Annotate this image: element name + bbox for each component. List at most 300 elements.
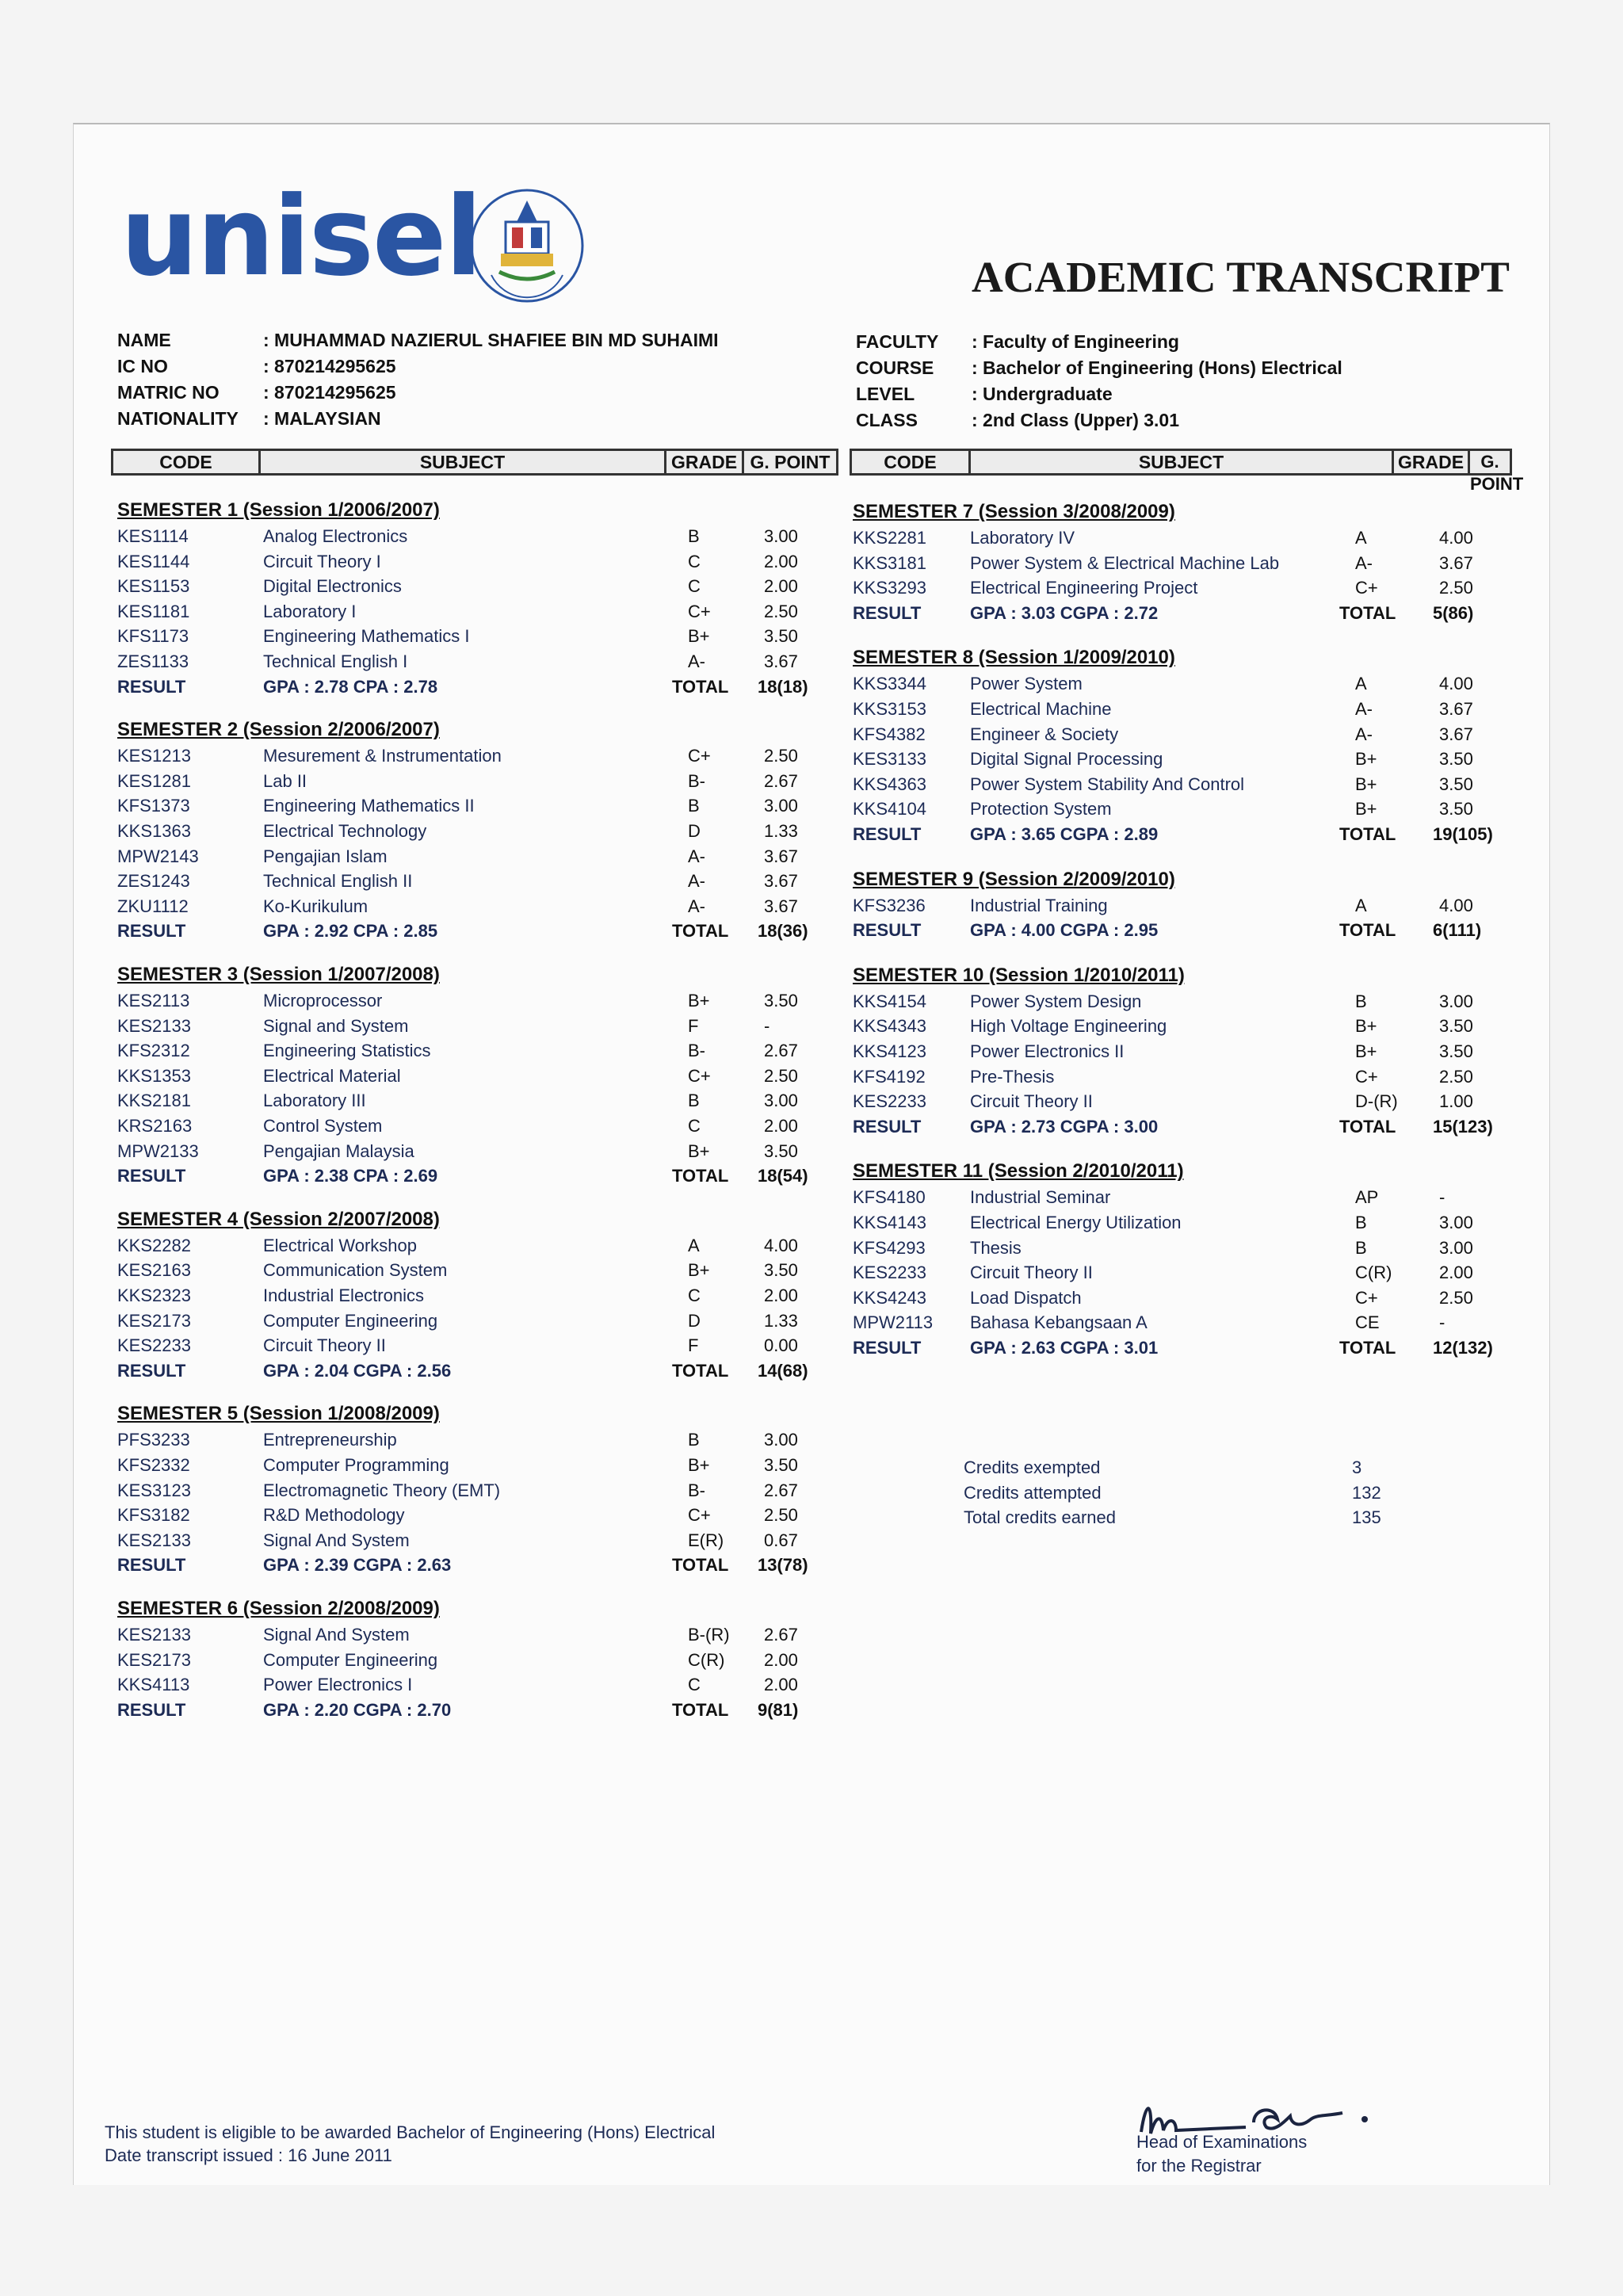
course-code: KKS3293 xyxy=(853,578,926,598)
course-point: 3.00 xyxy=(764,1091,798,1111)
course-code: MPW2143 xyxy=(117,846,199,866)
course-row xyxy=(853,1236,1510,1261)
course-subject: Thesis xyxy=(970,1237,1022,1258)
course-code: KKS4243 xyxy=(853,1287,926,1308)
course-row xyxy=(853,772,1510,797)
course-point: 2.50 xyxy=(1439,1066,1473,1087)
course-grade: B+ xyxy=(688,991,710,1010)
course-code: KKS3181 xyxy=(853,552,926,573)
course-row xyxy=(117,869,815,894)
course-subject: Power System xyxy=(970,674,1083,694)
course-code: KRS2163 xyxy=(117,1115,193,1136)
course-row xyxy=(117,894,815,919)
course-grade: C+ xyxy=(688,601,711,621)
course-point: 3.67 xyxy=(764,896,798,916)
info-row xyxy=(856,331,1179,353)
semester-block xyxy=(117,1595,815,1722)
course-grade: A- xyxy=(1355,698,1373,719)
course-grade: C(R) xyxy=(1355,1263,1392,1283)
course-code: KES1144 xyxy=(117,551,190,571)
result-row xyxy=(117,1358,815,1384)
total-label: TOTAL xyxy=(1339,920,1396,941)
course-row xyxy=(853,525,1510,551)
course-subject: Pengajian Malaysia xyxy=(263,1140,414,1161)
course-grade: A xyxy=(1355,674,1367,694)
course-grade: AP xyxy=(1355,1187,1379,1208)
course-grade: C xyxy=(688,551,701,571)
course-row xyxy=(117,524,815,549)
signature-caption xyxy=(1136,2130,1307,2178)
result-label: RESULT xyxy=(117,1166,186,1186)
course-subject: Engineering Mathematics I xyxy=(263,626,470,647)
result-row xyxy=(853,1114,1510,1140)
course-grade: CE xyxy=(1355,1312,1380,1333)
semester-title: SEMESTER 10 (Session 1/2010/2011) xyxy=(853,964,1185,986)
course-point: 2.00 xyxy=(764,1285,798,1305)
course-code: ZES1243 xyxy=(117,871,190,892)
course-row xyxy=(853,1064,1510,1090)
course-row xyxy=(117,1014,815,1039)
course-point: 1.33 xyxy=(764,1310,798,1331)
course-subject: Engineering Mathematics II xyxy=(263,796,475,816)
course-code: KKS1353 xyxy=(117,1065,191,1086)
course-row xyxy=(853,575,1510,601)
info-value: : Undergraduate xyxy=(972,384,1113,404)
course-grade: A- xyxy=(688,846,705,866)
total-value: 9(81) xyxy=(758,1699,799,1720)
course-point: 2.00 xyxy=(1439,1263,1473,1283)
info-label: NATIONALITY xyxy=(117,408,239,429)
course-grade: B xyxy=(688,1091,700,1111)
course-grade: C xyxy=(688,1115,701,1136)
course-grade: A- xyxy=(688,651,705,671)
course-grade: C+ xyxy=(688,746,711,766)
info-row xyxy=(856,357,1342,379)
course-point: 4.00 xyxy=(1439,528,1473,548)
info-row xyxy=(117,356,396,377)
course-code: KKS2181 xyxy=(117,1091,191,1111)
course-subject: Control System xyxy=(263,1115,383,1136)
course-point: 3.50 xyxy=(1439,1041,1473,1061)
footer-notes xyxy=(105,2121,715,2167)
info-row xyxy=(117,408,381,430)
info-row xyxy=(856,384,1113,405)
total-label: TOTAL xyxy=(672,1555,729,1576)
result-label: RESULT xyxy=(117,676,186,697)
course-code: KES2133 xyxy=(117,1015,191,1036)
course-subject: Circuit Theory II xyxy=(263,1335,386,1356)
course-grade: B xyxy=(688,1430,700,1450)
course-row xyxy=(117,1038,815,1064)
course-code: KFS4293 xyxy=(853,1237,926,1258)
course-row xyxy=(853,747,1510,772)
course-point: 0.67 xyxy=(764,1530,798,1550)
course-point: 1.33 xyxy=(764,820,798,841)
course-row xyxy=(117,844,815,869)
course-code: ZES1133 xyxy=(117,651,189,671)
info-value: : MUHAMMAD NAZIERUL SHAFIEE BIN MD SUHAIMI xyxy=(263,330,719,350)
total-value: 6(111) xyxy=(1433,920,1482,941)
course-subject: Electrical Workshop xyxy=(263,1235,417,1255)
course-code: KKS2323 xyxy=(117,1285,191,1305)
course-row xyxy=(117,1283,815,1308)
header-code: CODE xyxy=(113,451,261,473)
total-label: TOTAL xyxy=(672,1166,729,1186)
course-code: KFS2332 xyxy=(117,1454,190,1475)
semester-block xyxy=(853,962,1510,1140)
result-label: RESULT xyxy=(853,602,922,623)
total-value: 18(18) xyxy=(758,676,808,697)
credit-label: Credits attempted xyxy=(964,1482,1102,1503)
course-grade: C xyxy=(688,1675,701,1695)
course-point: 3.00 xyxy=(1439,991,1473,1011)
course-point: 3.50 xyxy=(764,1140,798,1161)
semester-block xyxy=(117,1400,815,1578)
info-label: NAME xyxy=(117,330,171,350)
course-row xyxy=(117,649,815,674)
course-row xyxy=(117,988,815,1014)
course-subject: Circuit Theory II xyxy=(970,1263,1093,1283)
course-grade: B xyxy=(688,796,700,816)
course-code: KKS4154 xyxy=(853,991,926,1011)
course-row xyxy=(117,1064,815,1089)
course-point: 2.00 xyxy=(764,1115,798,1136)
course-subject: Circuit Theory II xyxy=(970,1091,1093,1112)
course-subject: Laboratory I xyxy=(263,601,357,621)
course-grade: B+ xyxy=(688,1260,710,1281)
course-subject: Computer Programming xyxy=(263,1454,449,1475)
course-code: KES3133 xyxy=(853,749,926,770)
total-value: 5(86) xyxy=(1433,602,1474,623)
course-subject: Pre-Thesis xyxy=(970,1066,1055,1087)
course-subject: Technical English II xyxy=(263,871,413,892)
course-subject: Communication System xyxy=(263,1260,448,1281)
course-row xyxy=(117,1427,815,1453)
course-row xyxy=(853,1039,1510,1064)
course-subject: Electrical Engineering Project xyxy=(970,578,1198,598)
course-row xyxy=(853,1310,1510,1335)
course-code: MPW2133 xyxy=(117,1140,199,1161)
course-code: KKS4123 xyxy=(853,1041,926,1061)
course-subject: Power System Stability And Control xyxy=(970,774,1245,794)
credit-label: Credits exempted xyxy=(964,1457,1101,1477)
header-grade: GRADE xyxy=(1394,451,1470,473)
course-code: KES1181 xyxy=(117,601,190,621)
result-row xyxy=(117,674,815,700)
total-label: TOTAL xyxy=(1339,1337,1396,1358)
course-subject: Signal and System xyxy=(263,1015,409,1036)
result-row xyxy=(117,1553,815,1578)
course-code: KFS4192 xyxy=(853,1066,926,1087)
course-subject: Load Dispatch xyxy=(970,1287,1082,1308)
course-row xyxy=(117,624,815,649)
semester-title: SEMESTER 11 (Session 2/2010/2011) xyxy=(853,1160,1184,1182)
course-point: 3.00 xyxy=(1439,1212,1473,1232)
course-subject: Signal And System xyxy=(263,1625,410,1645)
course-point: 2.50 xyxy=(1439,578,1473,598)
course-grade: C xyxy=(688,1285,701,1305)
course-row xyxy=(853,797,1510,822)
course-point: 3.67 xyxy=(1439,698,1473,719)
course-grade: B xyxy=(1355,991,1367,1011)
course-point: 2.00 xyxy=(764,576,798,597)
course-point: 0.00 xyxy=(764,1335,798,1356)
course-subject: Protection System xyxy=(970,799,1112,819)
course-code: KES2133 xyxy=(117,1530,191,1550)
course-point: 2.67 xyxy=(764,1625,798,1645)
course-grade: B+ xyxy=(688,1454,710,1475)
credit-row xyxy=(964,1505,1407,1530)
course-code: KES1213 xyxy=(117,746,191,766)
header-grade: GRADE xyxy=(666,451,744,473)
course-code: KKS4363 xyxy=(853,774,926,794)
course-grade: F xyxy=(688,1015,699,1036)
info-value: : 870214295625 xyxy=(263,382,396,403)
course-subject: Bahasa Kebangsaan A xyxy=(970,1312,1148,1333)
result-row xyxy=(853,918,1510,943)
course-point: 3.50 xyxy=(1439,749,1473,770)
result-row xyxy=(853,822,1510,847)
course-code: KKS1363 xyxy=(117,820,191,841)
course-code: KFS4180 xyxy=(853,1187,926,1208)
result-label: RESULT xyxy=(117,1360,186,1381)
course-code: KKS3153 xyxy=(853,698,926,719)
course-grade: D-(R) xyxy=(1355,1091,1398,1112)
course-code: KES3123 xyxy=(117,1480,191,1500)
header-point: G. POINT xyxy=(1470,452,1524,494)
course-grade: D xyxy=(688,1310,701,1331)
gpa-summary: GPA : 2.20 CGPA : 2.70 xyxy=(263,1699,452,1720)
course-subject: Laboratory III xyxy=(263,1091,366,1111)
semester-block xyxy=(853,866,1510,943)
course-subject: Technical English I xyxy=(263,651,408,671)
course-code: KES2233 xyxy=(117,1335,191,1356)
course-point: 2.50 xyxy=(764,601,798,621)
course-point: 3.50 xyxy=(764,1260,798,1281)
course-grade: C+ xyxy=(1355,578,1378,598)
credits-summary xyxy=(964,1455,1407,1530)
course-row xyxy=(117,793,815,819)
course-subject: High Voltage Engineering xyxy=(970,1016,1167,1037)
course-code: KFS3182 xyxy=(117,1505,190,1526)
total-label: TOTAL xyxy=(672,1360,729,1381)
course-row xyxy=(853,1089,1510,1114)
course-subject: Signal And System xyxy=(263,1530,410,1550)
course-code: KES2163 xyxy=(117,1260,191,1281)
course-code: KES2233 xyxy=(853,1091,926,1112)
course-point: 3.67 xyxy=(764,871,798,892)
course-row xyxy=(853,551,1510,576)
course-row xyxy=(853,893,1510,919)
date-issued: Date transcript issued : 16 June 2011 xyxy=(105,2145,392,2165)
course-subject: Analog Electronics xyxy=(263,526,408,546)
semester-title: SEMESTER 3 (Session 1/2007/2008) xyxy=(117,964,440,985)
signatory-title: Head of Examinations xyxy=(1136,2132,1308,2152)
semester-title: SEMESTER 2 (Session 2/2006/2007) xyxy=(117,719,440,741)
course-point: 3.50 xyxy=(1439,1016,1473,1037)
semester-block xyxy=(853,1158,1510,1360)
course-point: 3.67 xyxy=(764,651,798,671)
course-point: 3.67 xyxy=(1439,724,1473,744)
course-point: - xyxy=(764,1015,770,1036)
course-point: - xyxy=(1439,1187,1445,1208)
course-row xyxy=(117,1088,815,1114)
total-value: 13(78) xyxy=(758,1555,808,1576)
gpa-summary: GPA : 2.04 CGPA : 2.56 xyxy=(263,1360,452,1381)
eligibility-statement: This student is eligible to be awarded Bachelor of Engineering (Hons) Electrical xyxy=(105,2122,716,2142)
header-subject: SUBJECT xyxy=(971,451,1394,473)
course-row xyxy=(117,1503,815,1528)
gpa-summary: GPA : 2.39 CGPA : 2.63 xyxy=(263,1555,452,1576)
column-header-left xyxy=(111,449,838,476)
gpa-summary: GPA : 2.92 CPA : 2.85 xyxy=(263,921,438,942)
result-row xyxy=(117,1163,815,1189)
course-subject: Ko-Kurikulum xyxy=(263,896,369,916)
course-subject: Electrical Machine xyxy=(970,698,1112,719)
course-grade: B xyxy=(1355,1237,1367,1258)
course-grade: B-(R) xyxy=(688,1625,730,1645)
info-row xyxy=(117,330,719,351)
course-grade: C+ xyxy=(688,1065,711,1086)
credit-row xyxy=(964,1480,1407,1506)
course-row xyxy=(117,599,815,625)
gpa-summary: GPA : 2.73 CGPA : 3.00 xyxy=(970,1116,1159,1137)
credit-value: 132 xyxy=(1352,1482,1381,1503)
course-subject: Power Electronics II xyxy=(970,1041,1125,1061)
unisel-logo: unisel xyxy=(120,173,481,300)
course-row xyxy=(117,1453,815,1478)
credit-label: Total credits earned xyxy=(964,1507,1116,1528)
credit-value: 3 xyxy=(1352,1457,1362,1477)
course-subject: Industrial Seminar xyxy=(970,1187,1111,1208)
semester-title: SEMESTER 8 (Session 1/2009/2010) xyxy=(853,647,1175,669)
semester-title: SEMESTER 6 (Session 2/2008/2009) xyxy=(117,1598,440,1619)
course-point: 3.67 xyxy=(764,846,798,866)
info-row xyxy=(117,382,396,403)
course-subject: Computer Engineering xyxy=(263,1310,438,1331)
course-code: KES2233 xyxy=(853,1263,926,1283)
course-point: 4.00 xyxy=(1439,895,1473,915)
course-grade: B xyxy=(1355,1212,1367,1232)
course-point: 3.50 xyxy=(764,1454,798,1475)
course-subject: Power System & Electrical Machine Lab xyxy=(970,552,1280,573)
course-grade: E(R) xyxy=(688,1530,724,1550)
course-row xyxy=(853,671,1510,697)
course-subject: Laboratory IV xyxy=(970,528,1075,548)
header-code: CODE xyxy=(852,451,971,473)
result-label: RESULT xyxy=(853,823,922,844)
result-label: RESULT xyxy=(117,1555,186,1576)
course-grade: C(R) xyxy=(688,1649,725,1670)
info-label: COURSE xyxy=(856,357,934,378)
course-subject: R&D Methodology xyxy=(263,1505,405,1526)
course-point: 2.67 xyxy=(764,1041,798,1061)
total-label: TOTAL xyxy=(1339,823,1396,844)
course-code: ZKU1112 xyxy=(117,896,189,916)
course-grade: D xyxy=(688,820,701,841)
total-value: 14(68) xyxy=(758,1360,808,1381)
course-grade: C+ xyxy=(688,1505,711,1526)
result-label: RESULT xyxy=(853,1337,922,1358)
course-subject: Electrical Technology xyxy=(263,820,427,841)
course-subject: Industrial Training xyxy=(970,895,1108,915)
course-code: KES2113 xyxy=(117,991,190,1010)
course-row xyxy=(853,1185,1510,1210)
credit-row xyxy=(964,1455,1407,1480)
course-subject: Electrical Energy Utilization xyxy=(970,1212,1182,1232)
course-grade: B+ xyxy=(1355,1016,1377,1037)
course-grade: B+ xyxy=(1355,774,1377,794)
course-grade: B+ xyxy=(688,1140,710,1161)
semester-block xyxy=(117,961,815,1189)
course-row xyxy=(117,1622,815,1648)
course-row xyxy=(117,1139,815,1164)
gpa-summary: GPA : 2.38 CPA : 2.69 xyxy=(263,1166,438,1186)
course-subject: Digital Signal Processing xyxy=(970,749,1163,770)
course-code: KFS2312 xyxy=(117,1041,190,1061)
course-grade: C xyxy=(688,576,701,597)
course-row xyxy=(117,1478,815,1503)
course-subject: Electrical Material xyxy=(263,1065,401,1086)
course-row xyxy=(853,722,1510,747)
course-code: KKS3344 xyxy=(853,674,926,694)
course-point: 2.50 xyxy=(1439,1287,1473,1308)
gpa-summary: GPA : 3.65 CGPA : 2.89 xyxy=(970,823,1159,844)
course-point: 3.00 xyxy=(764,796,798,816)
course-grade: A xyxy=(1355,528,1367,548)
info-label: LEVEL xyxy=(856,384,915,404)
course-row xyxy=(853,989,1510,1014)
course-point: 2.00 xyxy=(764,1675,798,1695)
total-value: 18(54) xyxy=(758,1166,808,1186)
course-grade: B+ xyxy=(1355,749,1377,770)
course-grade: B+ xyxy=(1355,799,1377,819)
info-value: : MALAYSIAN xyxy=(263,408,381,429)
info-value: : Bachelor of Engineering (Hons) Electrical xyxy=(972,357,1342,378)
course-subject: Entrepreneurship xyxy=(263,1430,397,1450)
course-grade: B- xyxy=(688,770,705,791)
course-subject: Digital Electronics xyxy=(263,576,402,597)
course-grade: A- xyxy=(688,896,705,916)
result-row xyxy=(117,1698,815,1723)
result-row xyxy=(117,919,815,944)
course-subject: Electromagnetic Theory (EMT) xyxy=(263,1480,501,1500)
course-point: 3.00 xyxy=(1439,1237,1473,1258)
course-row xyxy=(117,1258,815,1283)
header-subject: SUBJECT xyxy=(261,451,666,473)
gpa-summary: GPA : 2.78 CPA : 2.78 xyxy=(263,676,438,697)
course-code: KKS4104 xyxy=(853,799,926,819)
course-subject: Mesurement & Instrumentation xyxy=(263,746,502,766)
course-code: KES2173 xyxy=(117,1649,191,1670)
info-label: FACULTY xyxy=(856,331,939,352)
course-point: 2.00 xyxy=(764,551,798,571)
course-grade: A- xyxy=(1355,552,1373,573)
total-value: 19(105) xyxy=(1433,823,1493,844)
course-code: KES1153 xyxy=(117,576,190,597)
course-code: KES2173 xyxy=(117,1310,191,1331)
semester-title: SEMESTER 1 (Session 1/2006/2007) xyxy=(117,499,440,521)
total-label: TOTAL xyxy=(1339,602,1396,623)
course-point: 3.50 xyxy=(1439,774,1473,794)
info-label: IC NO xyxy=(117,356,168,376)
semester-block xyxy=(853,644,1510,846)
course-point: 3.50 xyxy=(764,626,798,647)
gpa-summary: GPA : 2.63 CGPA : 3.01 xyxy=(970,1337,1159,1358)
result-label: RESULT xyxy=(117,921,186,942)
semester-block xyxy=(117,716,815,944)
header-point: G. POINT xyxy=(750,452,831,472)
